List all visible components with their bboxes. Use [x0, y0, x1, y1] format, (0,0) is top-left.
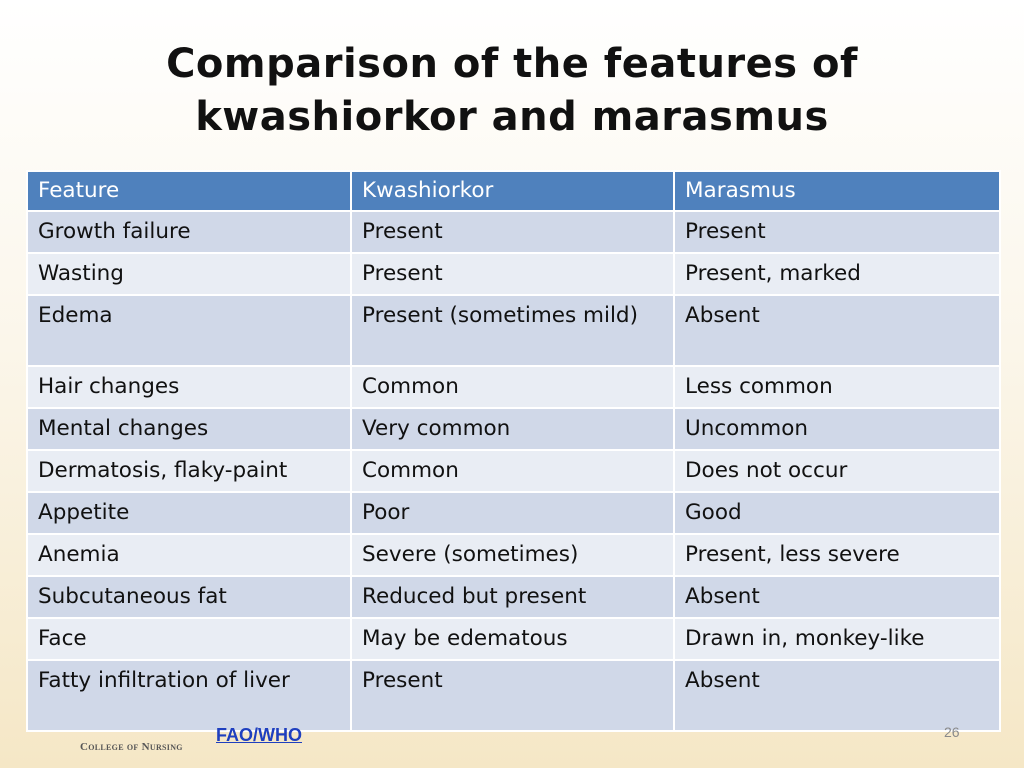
- column-header-feature: Feature: [27, 171, 351, 211]
- column-header-kwashiorkor: Kwashiorkor: [351, 171, 674, 211]
- page-number: 26: [944, 724, 960, 740]
- table-header-row: [27, 171, 1000, 211]
- table-cell-kwashiorkor: May be edematous: [351, 618, 674, 660]
- table-cell-marasmus: Present, marked: [674, 253, 1000, 295]
- table-cell-feature: Mental changes: [27, 408, 351, 450]
- table-row: [27, 366, 1000, 408]
- table-cell-kwashiorkor: Common: [351, 450, 674, 492]
- table-cell-kwashiorkor: Reduced but present: [351, 576, 674, 618]
- table-cell-feature: Hair changes: [27, 366, 351, 408]
- table-cell-kwashiorkor: Present: [351, 211, 674, 253]
- table-cell-kwashiorkor: Common: [351, 366, 674, 408]
- table-row: [27, 295, 1000, 366]
- table-cell-kwashiorkor: Present: [351, 660, 674, 731]
- college-logo: College of Nursing: [80, 741, 183, 753]
- table-cell-feature: Appetite: [27, 492, 351, 534]
- table-row: [27, 576, 1000, 618]
- table-cell-kwashiorkor: Present: [351, 253, 674, 295]
- table-cell-feature: Growth failure: [27, 211, 351, 253]
- slide-title-line-1: Comparison of the features of: [166, 41, 858, 87]
- table-cell-feature: Fatty infiltration of liver: [27, 660, 351, 731]
- table-cell-kwashiorkor: Poor: [351, 492, 674, 534]
- source-link[interactable]: FAO/WHO: [216, 725, 302, 745]
- table-cell-feature: Anemia: [27, 534, 351, 576]
- table-cell-kwashiorkor: Present (sometimes mild): [351, 295, 674, 366]
- table-row: [27, 408, 1000, 450]
- table-row: [27, 211, 1000, 253]
- table-cell-feature: Face: [27, 618, 351, 660]
- table-cell-marasmus: Absent: [674, 576, 1000, 618]
- table-cell-kwashiorkor: Severe (sometimes): [351, 534, 674, 576]
- table-cell-marasmus: Present, less severe: [674, 534, 1000, 576]
- table-row: [27, 492, 1000, 534]
- table-row: [27, 660, 1000, 731]
- table-row: [27, 253, 1000, 295]
- table-cell-marasmus: Good: [674, 492, 1000, 534]
- table-cell-marasmus: Less common: [674, 366, 1000, 408]
- comparison-table: [26, 170, 1001, 732]
- table-cell-marasmus: Absent: [674, 660, 1000, 731]
- table-cell-marasmus: Drawn in, monkey-like: [674, 618, 1000, 660]
- table-row: [27, 450, 1000, 492]
- table-row: [27, 618, 1000, 660]
- table-cell-feature: Wasting: [27, 253, 351, 295]
- column-header-marasmus: Marasmus: [674, 171, 1000, 211]
- table-cell-marasmus: Does not occur: [674, 450, 1000, 492]
- table-cell-marasmus: Uncommon: [674, 408, 1000, 450]
- slide-title: [0, 38, 1024, 144]
- table-cell-feature: Subcutaneous fat: [27, 576, 351, 618]
- table-row: [27, 534, 1000, 576]
- table-cell-marasmus: Present: [674, 211, 1000, 253]
- table-cell-kwashiorkor: Very common: [351, 408, 674, 450]
- table-cell-marasmus: Absent: [674, 295, 1000, 366]
- table-cell-feature: Dermatosis, flaky-paint: [27, 450, 351, 492]
- slide-title-line-2: kwashiorkor and marasmus: [195, 94, 829, 140]
- table-cell-feature: Edema: [27, 295, 351, 366]
